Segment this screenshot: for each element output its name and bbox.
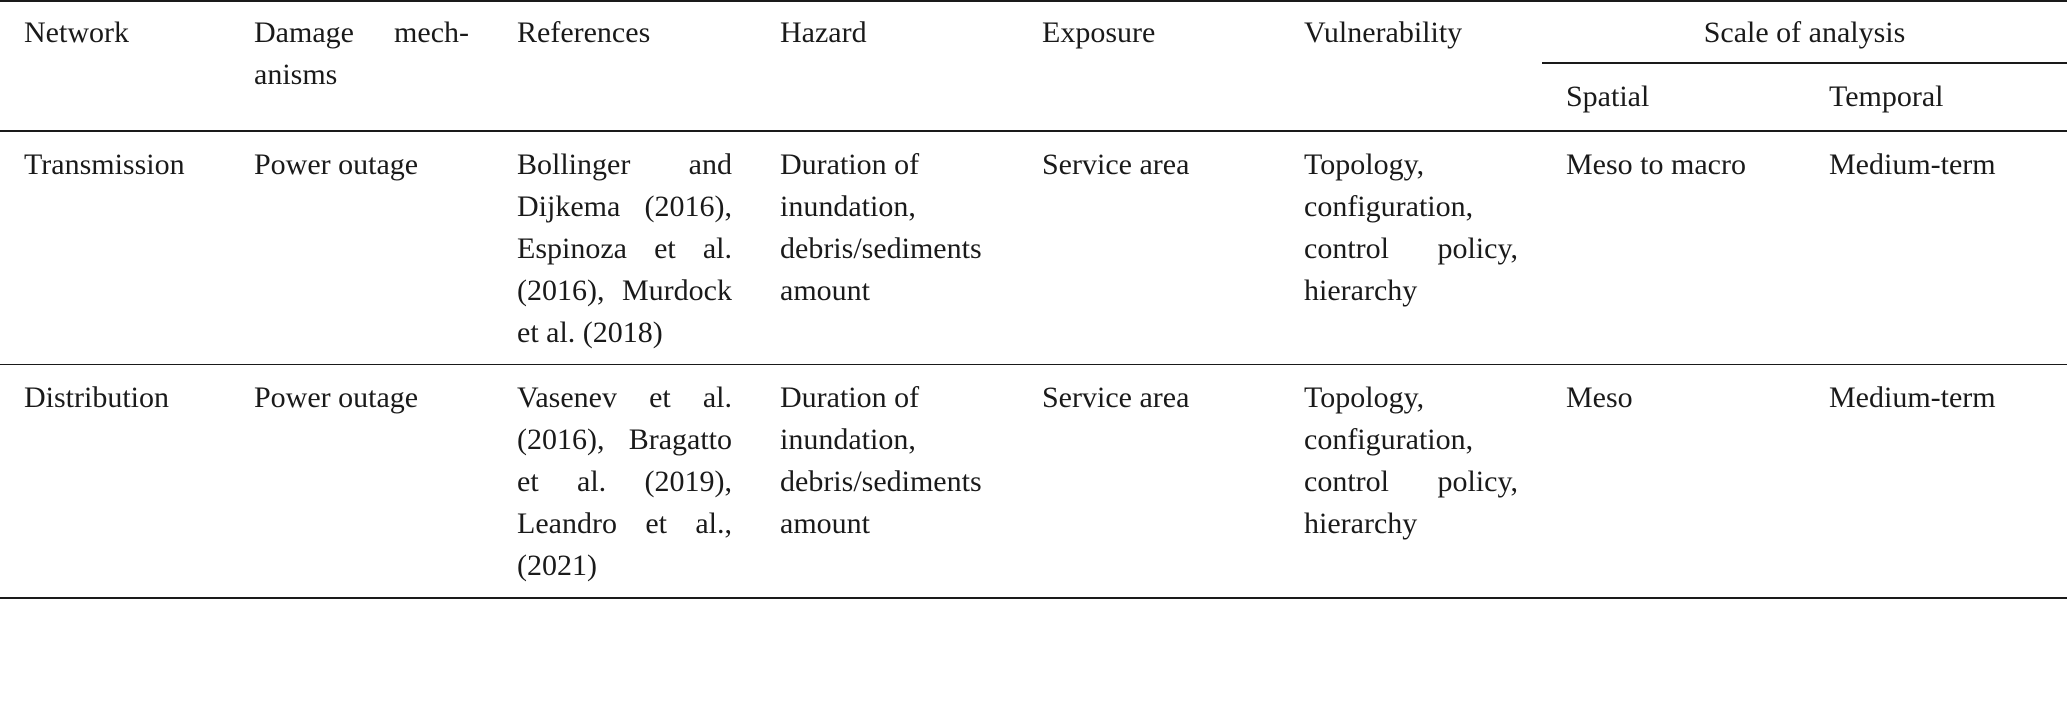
header-hazard: Hazard bbox=[780, 16, 867, 49]
cell-hazard: Duration of inundation, debris/sediments amount bbox=[780, 148, 982, 307]
cell-spatial: Meso bbox=[1566, 381, 1633, 414]
cell-vulnerability: Topology, configuration, control policy, hierarchy bbox=[1304, 148, 1518, 307]
cell-damage: Power outage bbox=[254, 148, 419, 181]
cell-damage: Power outage bbox=[254, 381, 419, 414]
table-body bbox=[0, 131, 2067, 598]
header-vulnerability: Vulnerability bbox=[1304, 16, 1463, 49]
cell-spatial: Meso to macro bbox=[1566, 148, 1746, 181]
header-damage-mechanisms: Damage mech-anisms bbox=[254, 16, 469, 91]
cell-exposure: Service area bbox=[1042, 148, 1190, 181]
header-scale-of-analysis: Scale of analysis bbox=[1542, 1, 2067, 63]
header-exposure: Exposure bbox=[1042, 16, 1156, 49]
cell-exposure: Service area bbox=[1042, 381, 1190, 414]
cell-temporal: Medium-term bbox=[1829, 381, 1996, 414]
table-header bbox=[0, 1, 2067, 131]
header-temporal: Temporal bbox=[1829, 80, 1944, 113]
header-spatial: Spatial bbox=[1566, 80, 1650, 113]
cell-hazard: Duration of inundation, debris/sediments amount bbox=[780, 381, 982, 540]
header-network: Network bbox=[24, 16, 129, 49]
table-row bbox=[0, 365, 2067, 599]
cell-network: Transmission bbox=[24, 148, 185, 181]
cell-references: Bollinger and Dijkema (2016), Espinoza et al. (2016), Murdock et al. (2018) bbox=[517, 148, 732, 349]
table-row bbox=[0, 131, 2067, 365]
cell-references: Vasenev et al. (2016), Bragatto et al. (2019), Leandro et al., (2021) bbox=[517, 381, 732, 582]
cell-vulnerability: Topology, configuration, control policy, hierarchy bbox=[1304, 381, 1518, 540]
cell-network: Distribution bbox=[24, 381, 170, 414]
cell-temporal: Medium-term bbox=[1829, 148, 1996, 181]
header-row-1 bbox=[0, 1, 2067, 63]
header-references: References bbox=[517, 16, 651, 49]
